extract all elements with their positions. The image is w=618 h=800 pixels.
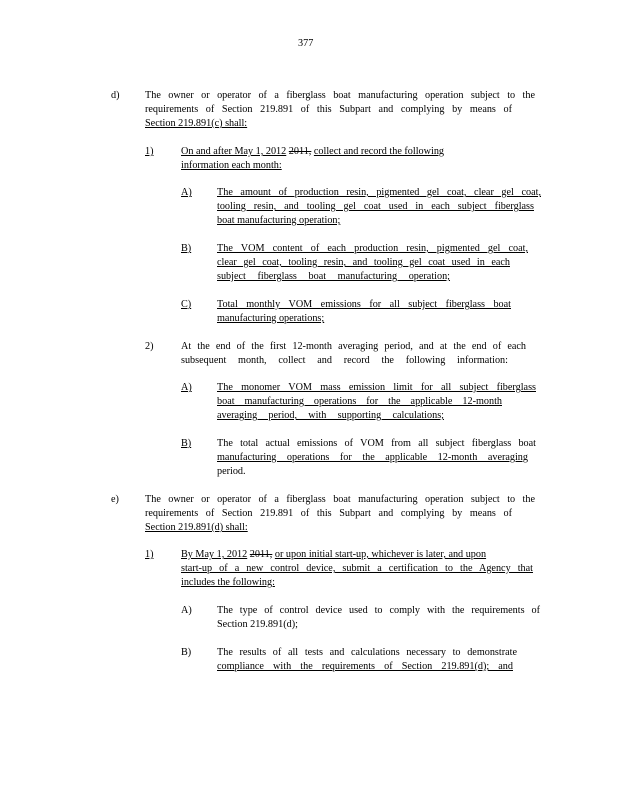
e-item-1-text: or upon initial start-up, whichever is later, and upon <box>274 549 487 560</box>
subsection-d-label: d) <box>111 90 120 101</box>
subsection-d-line-3: Section 219.891(c) shall: <box>145 118 248 129</box>
d-2-B-label: B) <box>181 438 192 449</box>
e-item-1-struck-year: 2011, <box>249 549 273 560</box>
d-item-1-line-1 <box>181 145 444 159</box>
e-1-A-line-2: Section 219.891(d); <box>217 619 298 630</box>
d-1-A-line-3: boat manufacturing operation; <box>217 215 341 226</box>
d-item-1-line-2: information each month: <box>181 160 282 171</box>
e-item-1-line-2: start-up of a new control device, submit a certification to the Agency that <box>181 563 533 574</box>
d-item-2-line-2: subsequent month, collect and record the following information: <box>181 355 508 366</box>
d-1-A-label: A) <box>181 187 192 198</box>
page-number: 377 <box>298 38 314 49</box>
e-item-1-date: By May 1, 2012 <box>181 549 248 560</box>
subsection-e-line-1: The owner or operator of a fiberglass boat manufacturing operation subject to the <box>145 494 535 505</box>
d-2-B-line-1: The total actual emissions of VOM from all subject fiberglass boat <box>217 438 536 449</box>
subsection-e-label: e) <box>111 494 119 505</box>
e-item-1-label: 1) <box>145 549 154 560</box>
subsection-d-line-2: requirements of Section 219.891 of this Subpart and complying by means of <box>145 104 512 115</box>
e-1-B-line-1: The results of all tests and calculations necessary to demonstrate <box>217 647 517 658</box>
d-1-C-line-2: manufacturing operations; <box>217 313 325 324</box>
e-item-1-line-3: includes the following: <box>181 577 275 588</box>
e-1-B-label: B) <box>181 647 192 658</box>
d-item-1-label: 1) <box>145 146 154 157</box>
subsection-d-line-1: The owner or operator of a fiberglass boat manufacturing operation subject to the <box>145 90 535 101</box>
d-1-A-line-2: tooling resin, and tooling gel coat used in each subject fiberglass <box>217 201 534 212</box>
e-1-A-label: A) <box>181 605 192 616</box>
d-1-A-line-1: The amount of production resin, pigmented gel coat, clear gel coat, <box>217 187 541 198</box>
d-1-B-line-1: The VOM content of each production resin, pigmented gel coat, <box>217 243 528 254</box>
d-1-B-label: B) <box>181 243 192 254</box>
d-item-1-date: On and after May 1, 2012 <box>181 146 287 157</box>
subsection-e-line-2: requirements of Section 219.891 of this Subpart and complying by means of <box>145 508 512 519</box>
d-item-1-struck-year: 2011, <box>288 146 312 157</box>
d-1-B-line-3: subject fiberglass boat manufacturing operation; <box>217 271 450 282</box>
d-1-B-line-2: clear gel coat, tooling resin, and tooling gel coat used in each <box>217 257 510 268</box>
e-item-1-line-1 <box>181 548 486 562</box>
d-2-B-line-2: manufacturing operations for the applicable 12-month averaging <box>217 452 528 463</box>
subsection-e-line-3: Section 219.891(d) shall: <box>145 522 248 533</box>
d-item-2-line-1: At the end of the first 12-month averaging period, and at the end of each <box>181 341 526 352</box>
d-2-B-line-3: period. <box>217 466 246 477</box>
d-2-A-label: A) <box>181 382 192 393</box>
d-item-1-text: collect and record the following <box>313 146 445 157</box>
d-2-A-line-3: averaging period, with supporting calculations; <box>217 410 444 421</box>
d-2-A-line-2: boat manufacturing operations for the applicable 12-month <box>217 396 502 407</box>
d-1-C-line-1: Total monthly VOM emissions for all subject fiberglass boat <box>217 299 511 310</box>
d-2-A-line-1: The monomer VOM mass emission limit for all subject fiberglass <box>217 382 536 393</box>
e-1-B-line-2: compliance with the requirements of Section 219.891(d); and <box>217 661 513 672</box>
d-1-C-label: C) <box>181 299 192 310</box>
d-item-2-label: 2) <box>145 341 154 352</box>
e-1-A-line-1: The type of control device used to comply with the requirements of <box>217 605 540 616</box>
